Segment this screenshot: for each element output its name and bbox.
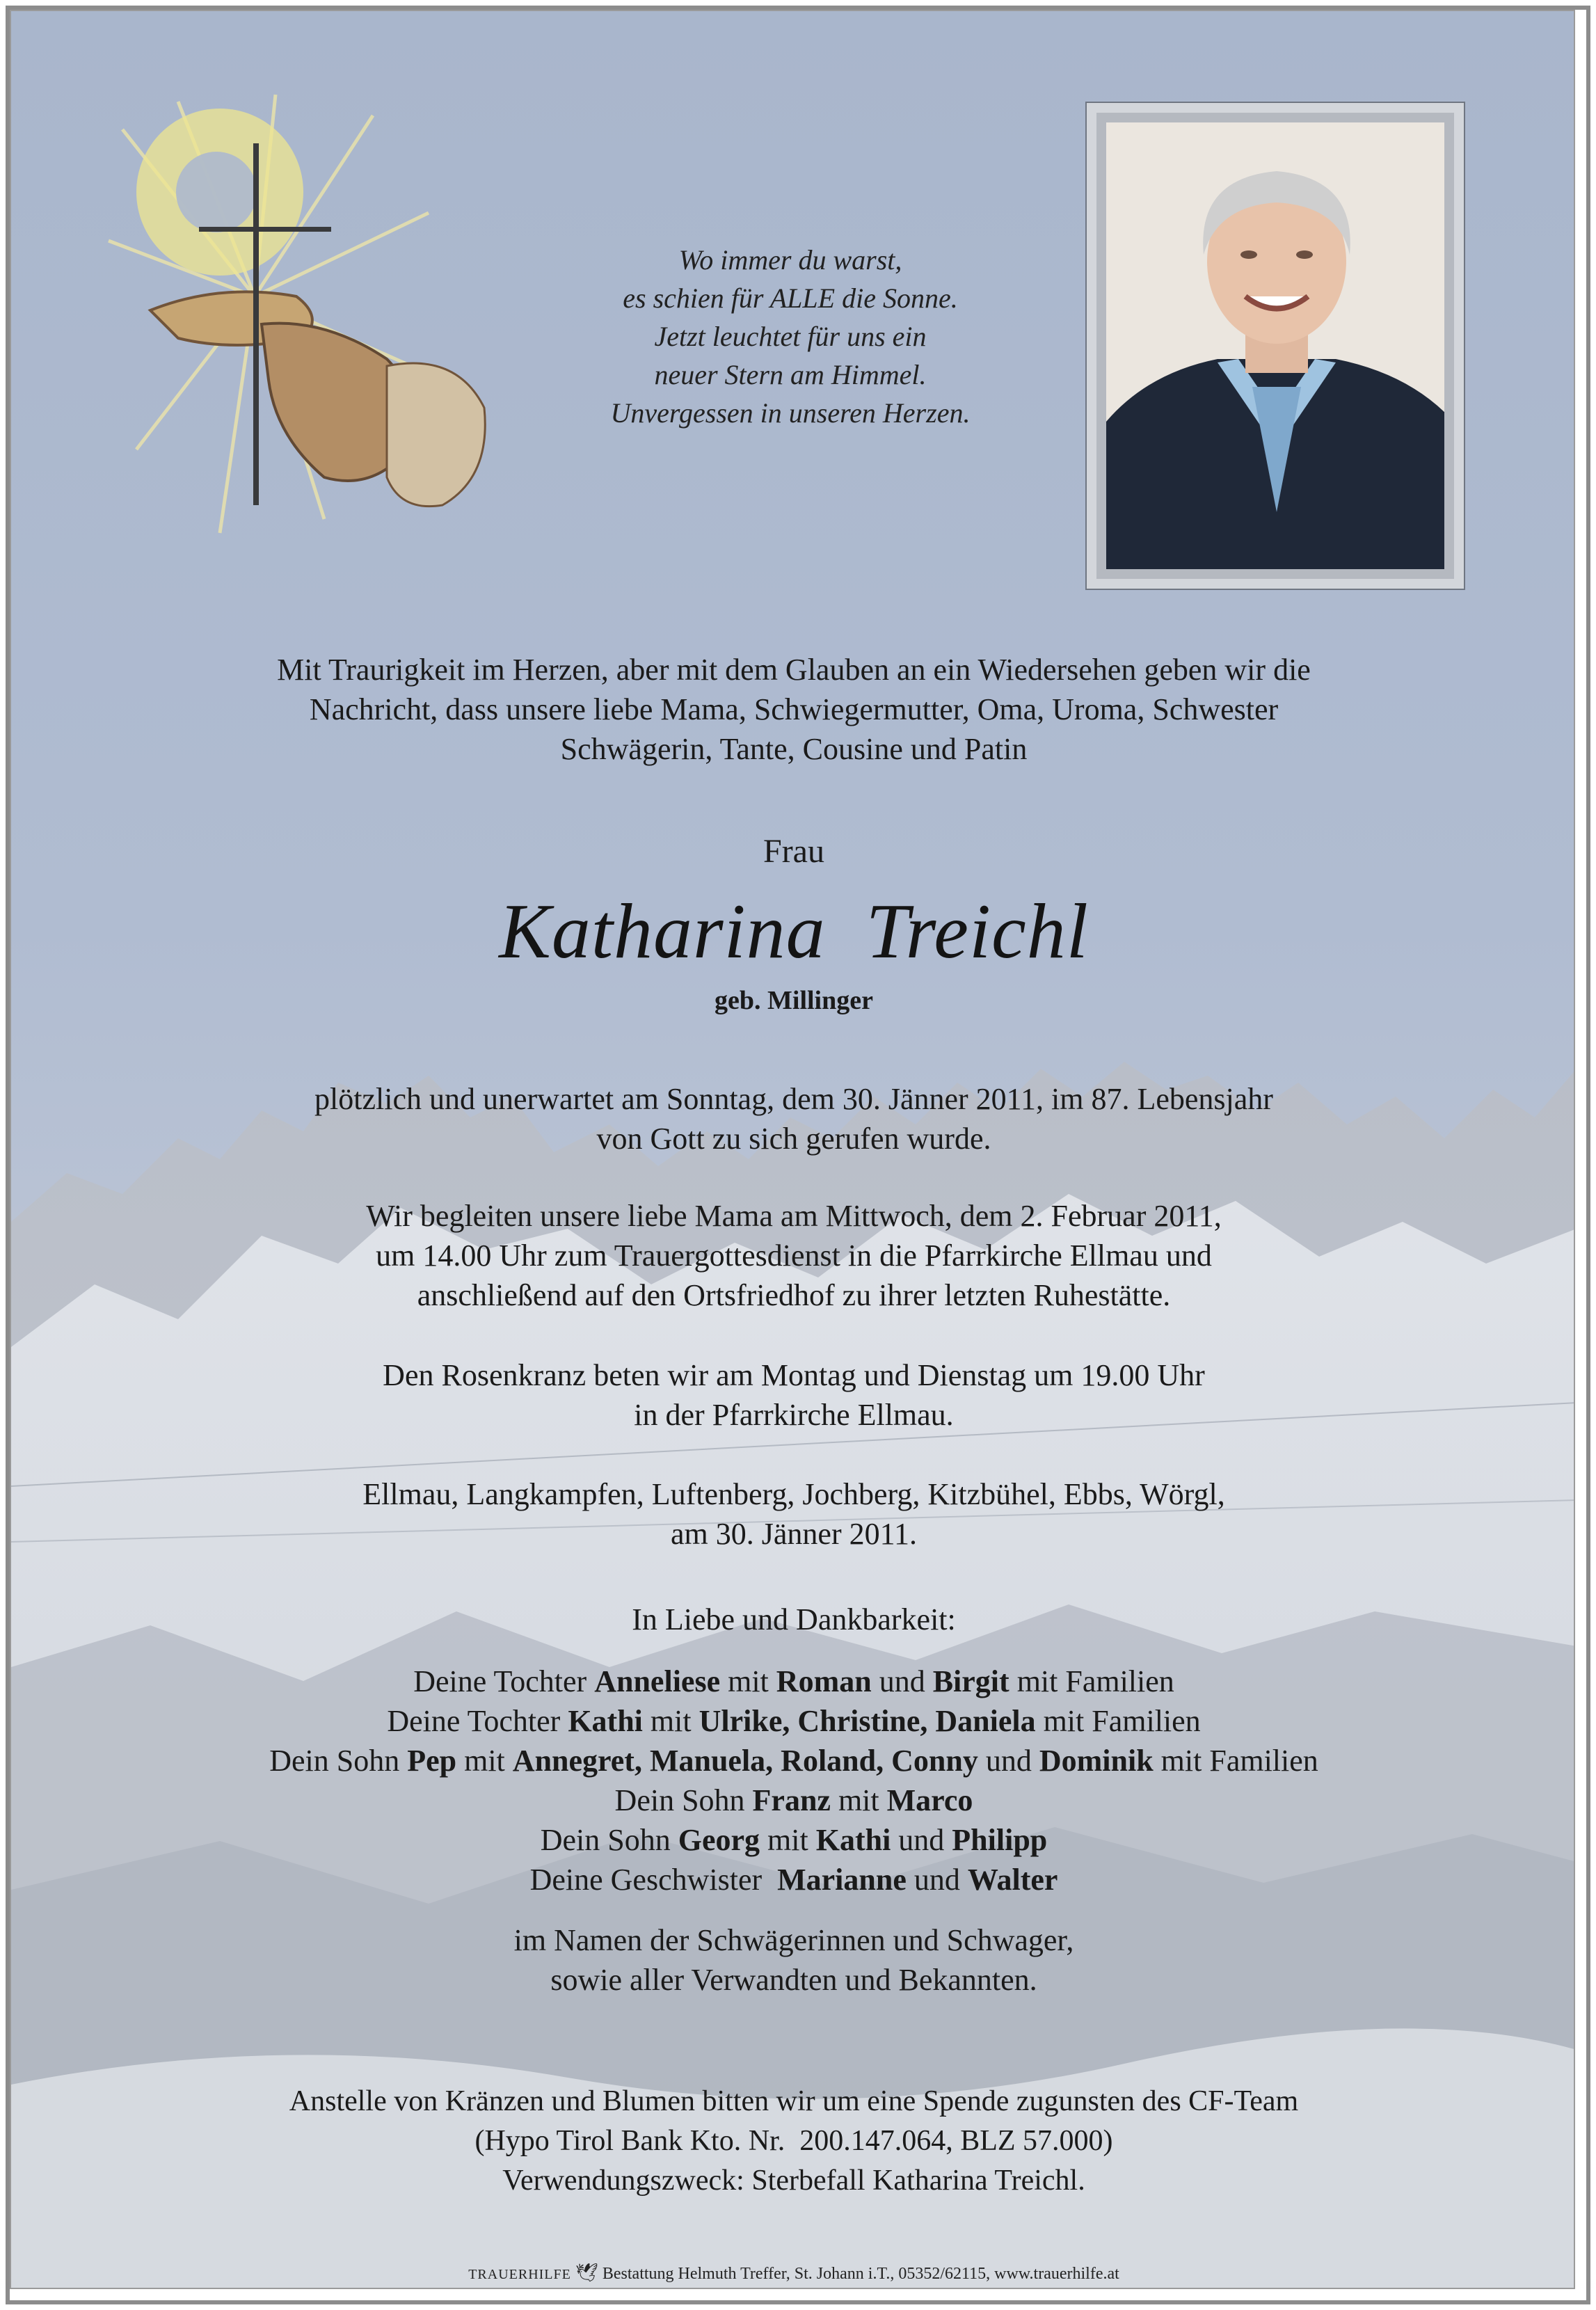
- death-notice: [11, 1079, 1575, 1158]
- family-member: Pep: [407, 1744, 457, 1778]
- maiden-name: geb. Millinger: [715, 986, 873, 1015]
- deceased-name: Katharina Treichl: [499, 889, 1089, 975]
- gratitude-line: In Liebe und Dankbarkeit:: [632, 1602, 956, 1636]
- intro-line: Schwägerin, Tante, Cousine und Patin: [560, 732, 1028, 766]
- poem: [561, 241, 1020, 432]
- family-text: mit Familien: [1035, 1704, 1201, 1738]
- death-line: plötzlich und unerwartet am Sonntag, dem 30. Jänner 2011, im 87. Lebensjahr: [314, 1082, 1273, 1116]
- family-text: Dein Sohn: [614, 1783, 753, 1817]
- portrait-frame: [1085, 102, 1465, 590]
- family-member: Georg: [678, 1823, 760, 1857]
- family-text: und: [891, 1823, 952, 1857]
- family-text: mit: [720, 1664, 776, 1698]
- family-member: Philipp: [952, 1823, 1048, 1857]
- family-text: und: [977, 1744, 1039, 1778]
- donation-line: Anstelle von Kränzen und Blumen bitten wir um eine Spende zugunsten des CF-Team: [289, 2085, 1299, 2117]
- on-behalf-line: sowie aller Verwandten und Bekannten.: [550, 1963, 1037, 1997]
- portrait-illustration: [1106, 122, 1444, 569]
- places-line: am 30. Jänner 2011.: [671, 1517, 917, 1551]
- places-date: [11, 1474, 1575, 1554]
- poem-line: Wo immer du warst,: [678, 244, 902, 276]
- family-text: und: [906, 1863, 968, 1897]
- family-line: [11, 1860, 1575, 1899]
- poem-line: es schien für ALLE die Sonne.: [623, 282, 958, 314]
- intro-line: Nachricht, dass unsere liebe Mama, Schwiegermutter, Oma, Uroma, Schwester: [309, 692, 1279, 726]
- footer: [11, 2263, 1575, 2285]
- intro-line: Mit Traurigkeit im Herzen, aber mit dem Glauben an ein Wiedersehen geben wir die: [277, 653, 1311, 687]
- family-text: mit Familien: [1009, 1664, 1174, 1698]
- salutation: Frau: [763, 833, 824, 870]
- donation-request: [11, 2082, 1575, 2201]
- family-member: Roman: [776, 1664, 872, 1698]
- family-member: Ulrike, Christine, Daniela: [699, 1704, 1036, 1738]
- family-text: Deine Tochter: [387, 1704, 568, 1738]
- poem-line: neuer Stern am Himmel.: [654, 359, 927, 390]
- on-behalf-line: im Namen der Schwägerinnen und Schwager,: [513, 1923, 1074, 1957]
- funeral-line: anschließend auf den Ortsfriedhof zu ihrer letzten Ruhestätte.: [417, 1278, 1171, 1312]
- funeral-details: [11, 1196, 1575, 1315]
- family-member: Marianne: [777, 1863, 907, 1897]
- family-member: Franz: [752, 1783, 831, 1817]
- rosary-details: [11, 1355, 1575, 1435]
- family-member: Walter: [967, 1863, 1058, 1897]
- on-behalf-text: [11, 1920, 1575, 2000]
- poem-line: Unvergessen in unseren Herzen.: [610, 397, 971, 429]
- family-text: mit: [760, 1823, 816, 1857]
- funeral-line: Wir begleiten unsere liebe Mama am Mittwoch, dem 2. Februar 2011,: [366, 1199, 1222, 1233]
- family-text: mit: [830, 1783, 887, 1817]
- intro-text: [11, 650, 1575, 769]
- family-line: [11, 1820, 1575, 1860]
- family-member: Annegret, Manuela, Roland, Conny: [512, 1744, 978, 1778]
- family-member: Marco: [886, 1783, 973, 1817]
- rosary-line: Den Rosenkranz beten wir am Montag und Dienstag um 19.00 Uhr: [383, 1358, 1205, 1392]
- notice-panel: [10, 10, 1575, 2289]
- hands-cross-artwork: [95, 88, 540, 589]
- places-line: Ellmau, Langkampfen, Luftenberg, Jochberg, Kitzbühel, Ebbs, Wörgl,: [362, 1477, 1225, 1511]
- poem-line: Jetzt leuchtet für uns ein: [654, 321, 927, 352]
- family-text: Dein Sohn: [540, 1823, 678, 1857]
- family-list: [11, 1662, 1575, 1899]
- family-text: mit: [642, 1704, 699, 1738]
- footer-brand: TRAUERHILFE: [468, 2267, 571, 2282]
- family-member: Dominik: [1039, 1744, 1154, 1778]
- family-line: [11, 1741, 1575, 1781]
- funeral-line: um 14.00 Uhr zum Trauergottesdienst in die Pfarrkirche Ellmau und: [376, 1238, 1212, 1273]
- gratitude-heading: [11, 1600, 1575, 1639]
- portrait-mat: [1096, 113, 1454, 579]
- family-text: Deine Geschwister: [529, 1863, 778, 1897]
- family-member: Birgit: [932, 1664, 1010, 1698]
- dove-icon: 🕊︎: [575, 2263, 598, 2283]
- family-line: [11, 1701, 1575, 1741]
- death-line: von Gott zu sich gerufen wurde.: [596, 1122, 991, 1156]
- family-line: [11, 1781, 1575, 1820]
- family-member: Anneliese: [594, 1664, 721, 1698]
- family-text: mit Familien: [1153, 1744, 1318, 1778]
- portrait-photo: [1106, 122, 1444, 569]
- family-text: Dein Sohn: [269, 1744, 408, 1778]
- rosary-line: in der Pfarrkirche Ellmau.: [634, 1398, 954, 1432]
- family-text: und: [871, 1664, 933, 1698]
- family-line: [11, 1662, 1575, 1701]
- family-member: Kathi: [568, 1704, 643, 1738]
- donation-line: Verwendungszweck: Sterbefall Katharina Treichl.: [502, 2165, 1085, 2197]
- family-text: mit: [456, 1744, 513, 1778]
- family-member: Kathi: [815, 1823, 891, 1857]
- donation-line: (Hypo Tirol Bank Kto. Nr. 200.147.064, BLZ 57.000): [474, 2125, 1113, 2157]
- footer-text: Bestattung Helmuth Treffer, St. Johann i.T., 05352/62115, www.trauerhilfe.at: [602, 2265, 1119, 2283]
- family-text: Deine Tochter: [413, 1664, 595, 1698]
